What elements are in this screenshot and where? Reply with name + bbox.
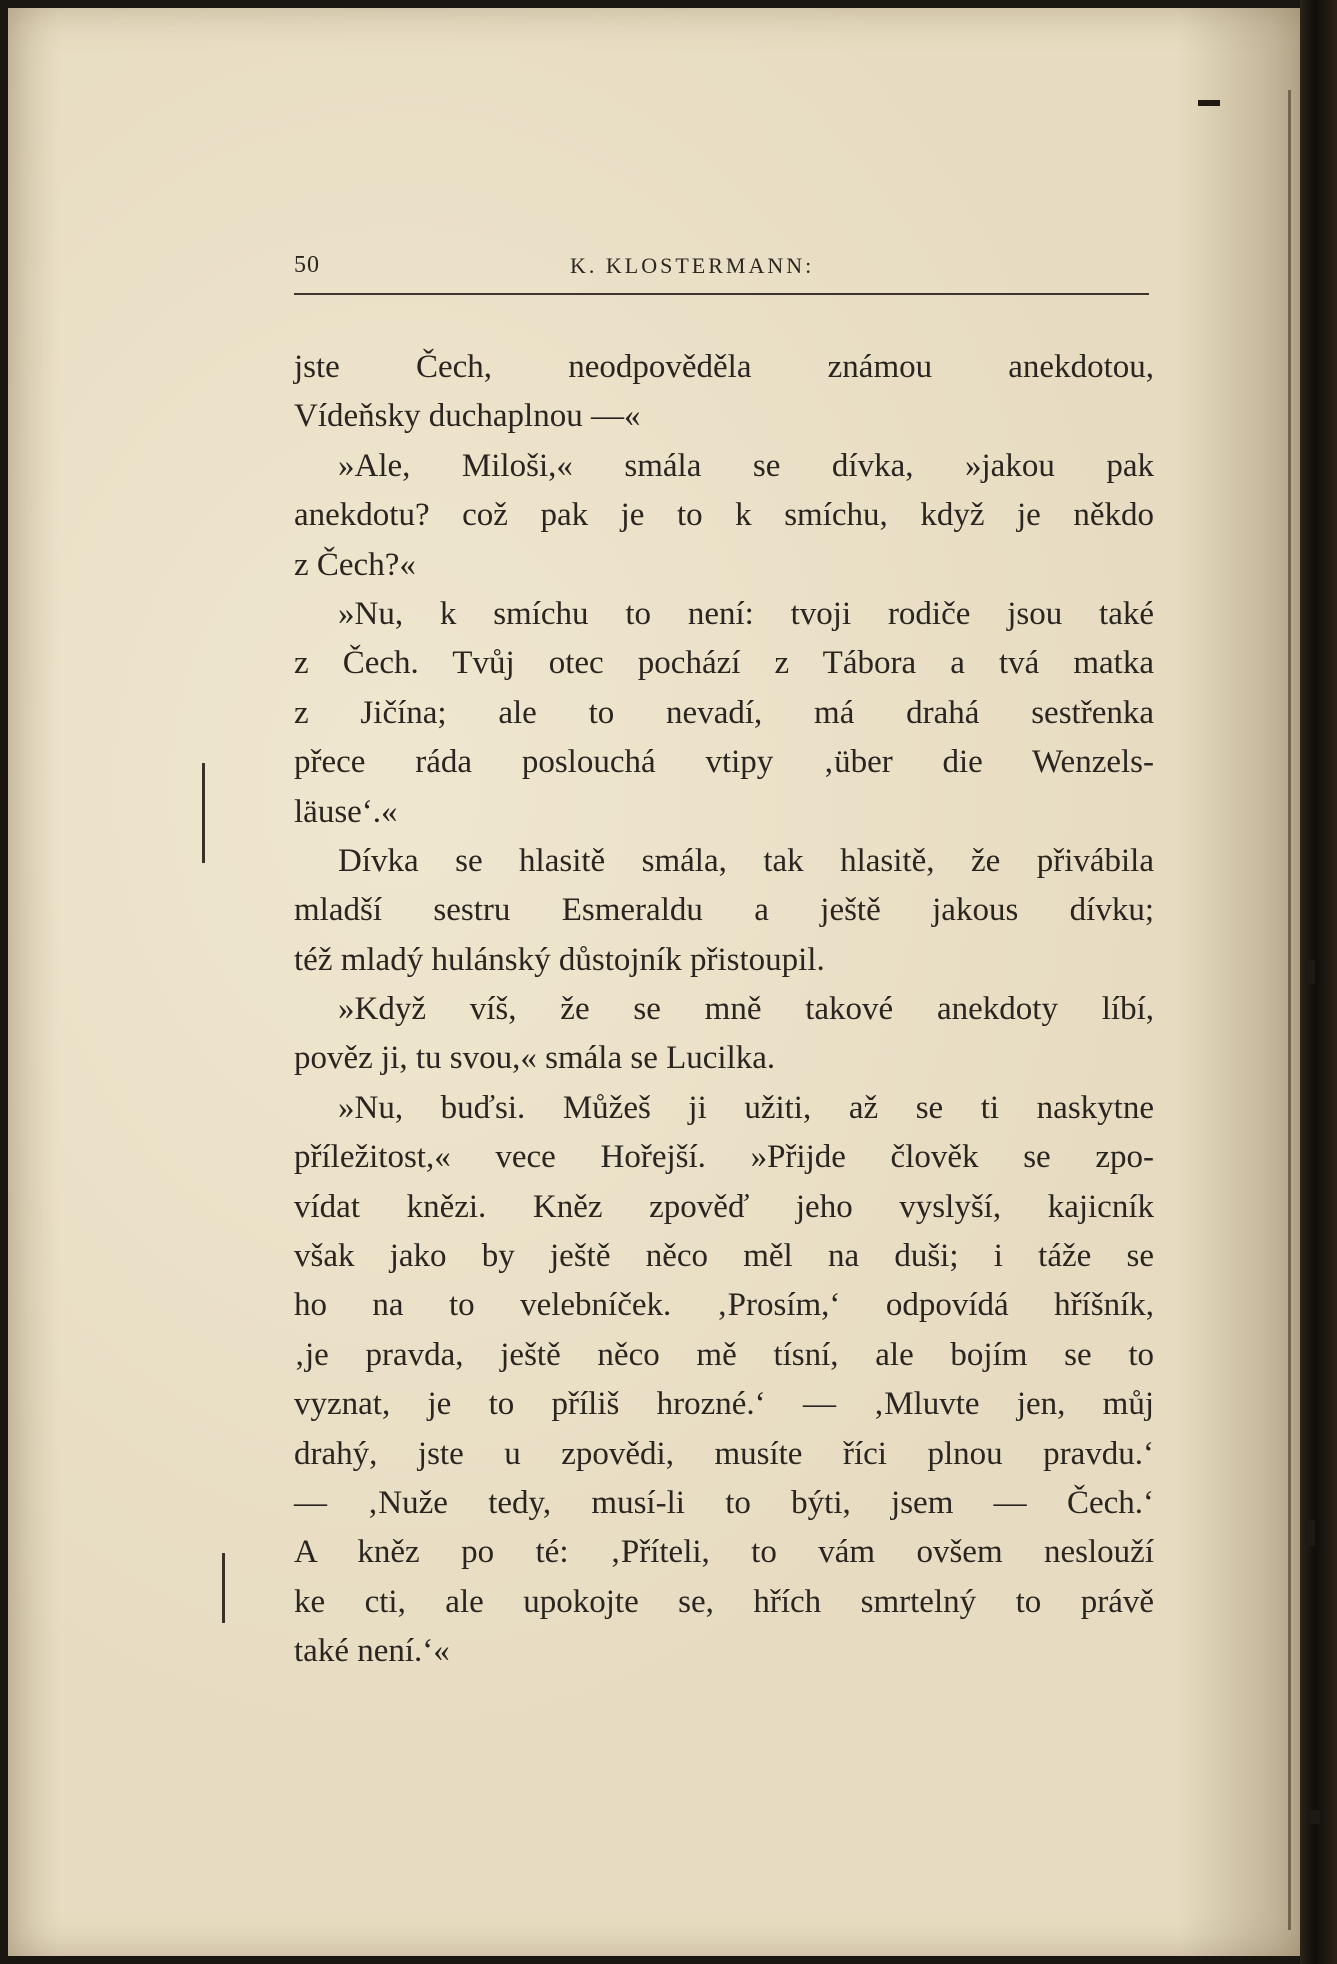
page-spine-shadow xyxy=(1288,90,1291,1930)
running-head: K. KLOSTERMANN: xyxy=(570,253,815,278)
text-line: jste Čech, neodpověděla známou anekdotou, xyxy=(294,349,1154,385)
text-line: z Čech?« xyxy=(294,546,416,583)
edge-mark xyxy=(1310,1810,1320,1824)
body-text xyxy=(294,343,1154,1677)
text-line: z Čech. Tvůj otec pochází z Tábora a tvá matka xyxy=(294,645,1154,682)
text-line: ke cti, ale upokojte se, hřích smrtelný to právě xyxy=(294,1583,1154,1620)
text-line: vídat knězi. Kněz zpověď jeho vyslyší, kajicník xyxy=(294,1188,1154,1225)
edge-mark xyxy=(1305,960,1315,984)
text-line: pověz ji, tu svou,« smála se Lucilka. xyxy=(294,1040,776,1077)
text-line: läuse‘.« xyxy=(294,793,398,830)
text-line: Vídeňsky duchaplnou —« xyxy=(294,398,641,435)
text-line: také není.‘« xyxy=(294,1633,450,1670)
text-line: z Jičína; ale to nevadí, má drahá sestřenka xyxy=(294,694,1154,731)
text-line: Dívka se hlasitě smála, tak hlasitě, že přivábila xyxy=(338,842,1154,879)
page-header xyxy=(294,250,1149,284)
text-line: »Ale, Miloši,« smála se dívka, »jakou pak xyxy=(338,447,1154,484)
margin-pencil-mark xyxy=(202,763,205,863)
header-rule xyxy=(294,293,1149,295)
text-line: »Nu, k smíchu to není: tvoji rodiče jsou také xyxy=(338,595,1154,632)
text-line: A kněz po té: ‚Příteli, to vám ovšem neslouží xyxy=(294,1534,1154,1571)
text-line: přece ráda poslouchá vtipy ‚über die Wenzels- xyxy=(294,744,1154,781)
text-line: mladší sestru Esmeraldu a ještě jakous dívku; xyxy=(294,892,1154,929)
text-line: »Když víš, že se mně takové anekdoty líbí, xyxy=(338,991,1154,1028)
text-line: příležitost,« vece Hořejší. »Přijde člověk se zpo- xyxy=(294,1139,1154,1176)
text-line: však jako by ještě něco měl na duši; i táže se xyxy=(294,1238,1154,1275)
margin-pencil-mark xyxy=(222,1553,225,1623)
text-line: vyznat, je to příliš hrozné.‘ — ‚Mluvte jen, můj xyxy=(294,1386,1154,1423)
text-line: »Nu, buďsi. Můžeš ji užiti, až se ti naskytne xyxy=(338,1089,1154,1126)
text-line: anekdotu? což pak je to k smíchu, když je někdo xyxy=(294,497,1154,534)
text-line: ‚je pravda, ještě něco mě tísní, ale bojím se to xyxy=(294,1336,1154,1373)
text-line: — ‚Nuže tedy, musí-li to býti, jsem — Čech.‘ xyxy=(294,1484,1154,1521)
text-line: ho na to velebníček. ‚Prosím,‘ odpovídá hříšník, xyxy=(294,1287,1154,1324)
edge-mark xyxy=(1305,1520,1315,1546)
text-line: drahý, jste u zpovědi, musíte říci plnou pravdu.‘ xyxy=(294,1435,1154,1472)
edge-mark xyxy=(1198,100,1220,106)
page-number: 50 xyxy=(294,252,320,278)
text-line: též mladý hulánský důstojník přistoupil. xyxy=(294,941,825,978)
